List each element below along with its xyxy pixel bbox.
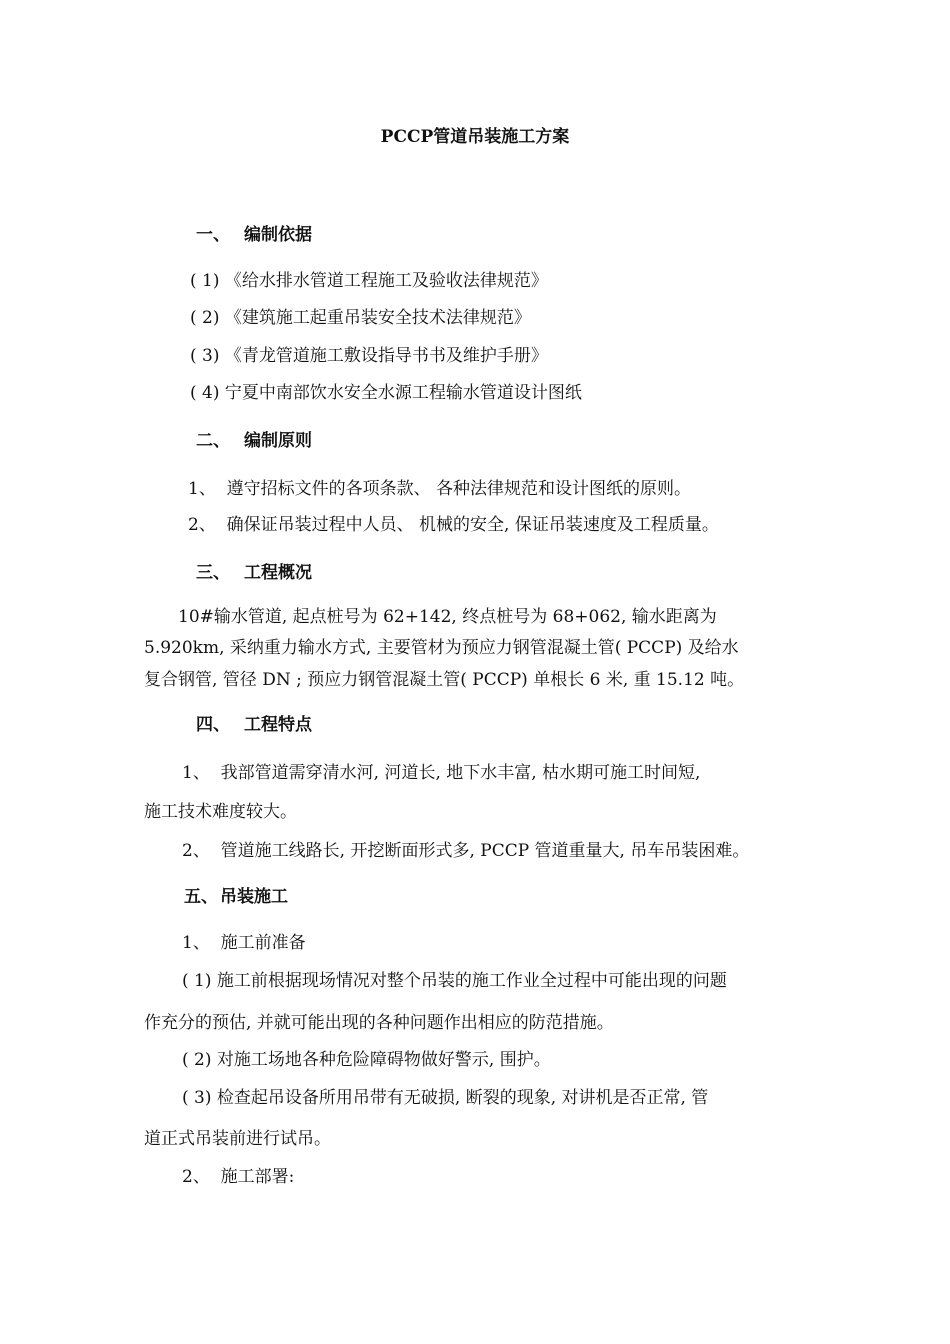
- document-title: PCCP管道吊装施工方案: [380, 127, 570, 147]
- item-text: 《给水排水管道工程施工及验收法律规范》: [224, 271, 548, 291]
- item-text: 确保证吊装过程中人员、 机械的安全, 保证吊装速度及工程质量。: [226, 515, 719, 535]
- section-title: 工程概况: [244, 563, 312, 583]
- section-heading-3: [196, 562, 312, 584]
- item-index: 2、: [182, 841, 210, 861]
- item-index: ( 1): [182, 971, 212, 991]
- section-number: 四、: [196, 715, 230, 735]
- item-text: 我部管道需穿清水河, 河道长, 地下水丰富, 枯水期可施工时间短,: [220, 763, 701, 783]
- item-text: 《建筑施工起重吊装安全技术法律规范》: [224, 308, 531, 328]
- item-text: 管道施工线路长, 开挖断面形式多, PCCP 管道重量大, 吊车吊装困难。: [220, 841, 750, 861]
- item-index: ( 3): [182, 1088, 212, 1108]
- section-heading-1: [196, 224, 312, 246]
- subsection-1: [182, 932, 306, 954]
- preparation-item-3-continuation: 道正式吊装前进行试吊。: [144, 1129, 331, 1149]
- item-text: 施工前准备: [220, 933, 306, 953]
- item-index: ( 3): [190, 346, 220, 366]
- section-number: 五、: [184, 887, 218, 907]
- overview-line-2: 5.920km, 采纳重力输水方式, 主要管材为预应力钢管混凝土管( PCCP) 及给水: [144, 638, 739, 658]
- section-heading-4: [196, 714, 312, 736]
- item-index: 2、: [182, 1167, 210, 1187]
- item-index: 1、: [182, 763, 210, 783]
- item-text: 施工部署:: [220, 1167, 295, 1187]
- principle-item-2: [188, 514, 719, 536]
- item-index: 1、: [188, 479, 216, 499]
- reference-item-4: [190, 382, 582, 404]
- item-index: ( 2): [190, 308, 220, 328]
- feature-item-2: [182, 840, 749, 862]
- reference-item-3: [190, 345, 548, 367]
- item-index: 2、: [188, 515, 216, 535]
- item-text: 检查起吊设备所用吊带有无破损, 断裂的现象, 对讲机是否正常, 管: [216, 1088, 709, 1108]
- overview-line-3: 复合钢管, 管径 DN ; 预应力钢管混凝土管( PCCP) 单根长 6 米, 重 15.12 吨。: [144, 670, 745, 690]
- subsection-2: [182, 1166, 294, 1188]
- item-text: 《青龙管道施工敷设指导书书及维护手册》: [224, 346, 548, 366]
- section-heading-5: [184, 886, 288, 908]
- item-index: ( 4): [190, 383, 220, 403]
- section-number: 二、: [196, 431, 230, 451]
- item-index: 1、: [182, 933, 210, 953]
- reference-item-1: [190, 270, 548, 292]
- preparation-item-3: [182, 1087, 708, 1109]
- preparation-item-1-continuation: 作充分的预估, 并就可能出现的各种问题作出相应的防范措施。: [144, 1013, 614, 1033]
- principle-item-1: [188, 478, 691, 500]
- section-number: 三、: [196, 563, 230, 583]
- item-text: 宁夏中南部饮水安全水源工程输水管道设计图纸: [224, 383, 582, 403]
- preparation-item-1: [182, 970, 727, 992]
- feature-item-1-continuation: 施工技术难度较大。: [144, 802, 297, 822]
- section-title: 工程特点: [244, 715, 312, 735]
- overview-line-1: 10#输水管道, 起点桩号为 62+142, 终点桩号为 68+062, 输水距离为: [178, 607, 717, 627]
- item-text: 遵守招标文件的各项条款、 各种法律规范和设计图纸的原则。: [226, 479, 692, 499]
- section-title: 吊装施工: [220, 887, 288, 907]
- item-text: 施工前根据现场情况对整个吊装的施工作业全过程中可能出现的问题: [216, 971, 727, 991]
- section-heading-2: [196, 430, 312, 452]
- section-number: 一、: [196, 225, 230, 245]
- section-title: 编制原则: [244, 431, 312, 451]
- section-title: 编制依据: [244, 225, 312, 245]
- feature-item-1: [182, 762, 700, 784]
- reference-item-2: [190, 307, 531, 329]
- item-index: ( 1): [190, 271, 220, 291]
- item-index: ( 2): [182, 1050, 212, 1070]
- preparation-item-2: [182, 1049, 551, 1071]
- item-text: 对施工场地各种危险障碍物做好警示, 围护。: [216, 1050, 551, 1070]
